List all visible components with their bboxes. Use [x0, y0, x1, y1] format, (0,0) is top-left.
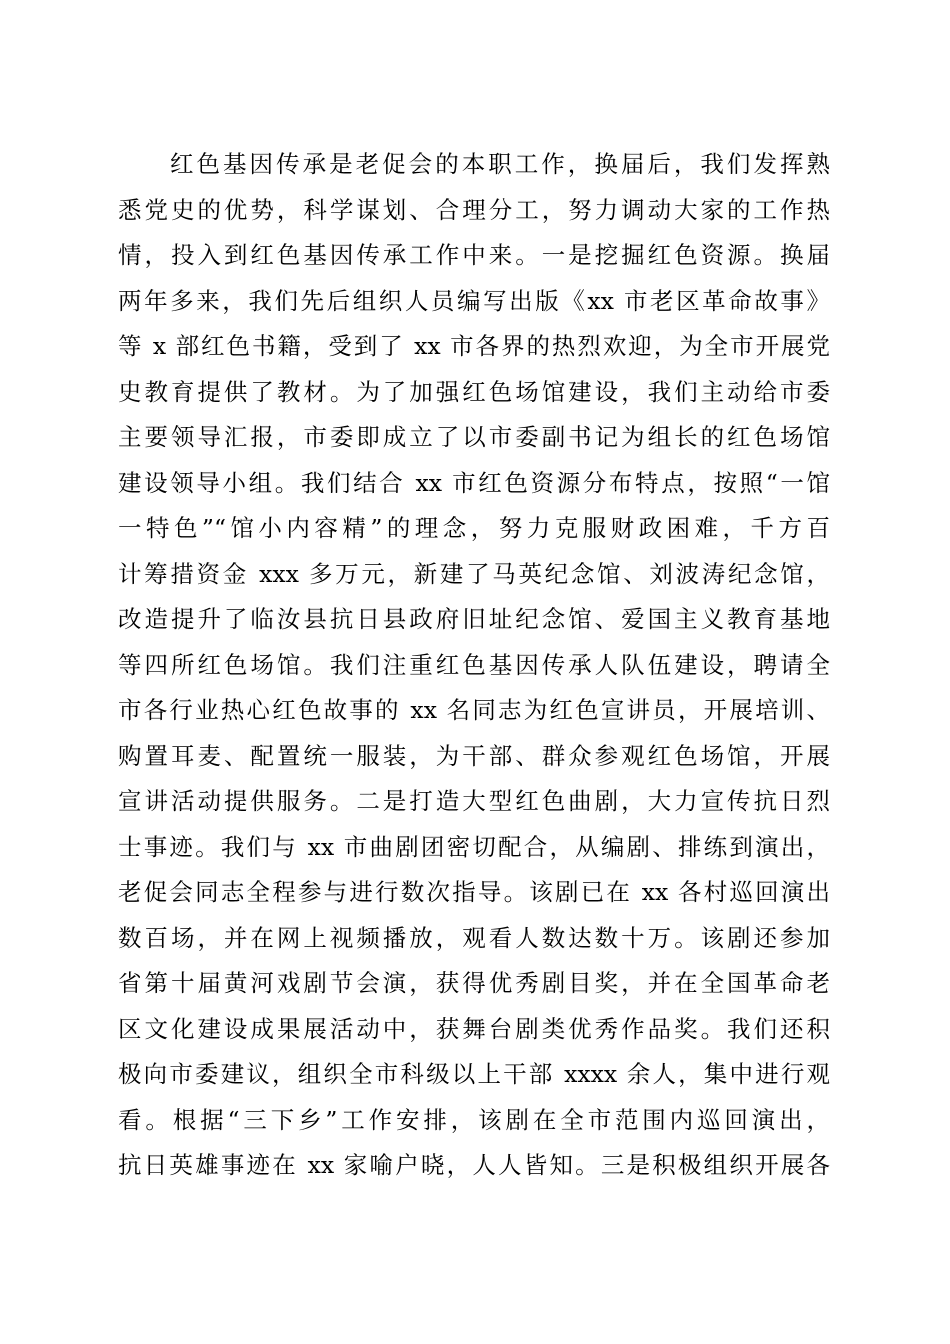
paragraph-line: 区文化建设成果展活动中，获舞台剧类优秀作品奖。我们还积: [118, 1014, 830, 1043]
paragraph-line: 情，投入到红色基因传承工作中来。一是挖掘红色资源。换届: [118, 241, 830, 269]
paragraph-line: 建设领导小组。我们结合 xx 市红色资源分布特点，按照“一馆: [118, 468, 830, 497]
paragraph-line: 看。根据“三下乡”工作安排，该剧在全市范围内巡回演出，: [118, 1105, 830, 1134]
paragraph-line: 老促会同志全程参与进行数次指导。该剧已在 xx 各村巡回演出: [118, 878, 830, 906]
paragraph-line: 一特色”“馆小内容精”的理念，努力克服财政困难，千方百: [118, 514, 830, 542]
paragraph-line: 抗日英雄事迹在 xx 家喻户晓，人人皆知。三是积极组织开展各: [118, 1151, 830, 1179]
paragraph-line: 市各行业热心红色故事的 xx 名同志为红色宣讲员，开展培训、: [118, 696, 830, 724]
paragraph-line: 士事迹。我们与 xx 市曲剧团密切配合，从编剧、排练到演出，: [118, 832, 830, 861]
paragraph-line: 史教育提供了教材。为了加强红色场馆建设，我们主动给市委: [118, 377, 830, 406]
paragraph-line: 红色基因传承是老促会的本职工作，换届后，我们发挥熟: [170, 150, 830, 178]
paragraph-line: 计筹措资金 xxx 多万元，新建了马英纪念馆、刘波涛纪念馆，: [118, 559, 830, 588]
paragraph-line: 等四所红色场馆。我们注重红色基因传承人队伍建设，聘请全: [118, 650, 830, 679]
paragraph-line: 极向市委建议，组织全市科级以上干部 xxxx 余人，集中进行观: [118, 1060, 830, 1088]
paragraph-line: 主要领导汇报，市委即成立了以市委副书记为组长的红色场馆: [118, 423, 830, 451]
paragraph-line: 改造提升了临汝县抗日县政府旧址纪念馆、爱国主义教育基地: [118, 605, 830, 633]
paragraph-line: 省第十届黄河戏剧节会演，获得优秀剧目奖，并在全国革命老: [118, 969, 830, 997]
paragraph-line: 数百场，并在网上视频播放，观看人数达数十万。该剧还参加: [118, 923, 830, 952]
paragraph-line: 悉党史的优势，科学谋划、合理分工，努力调动大家的工作热: [118, 195, 830, 224]
paragraph-line: 购置耳麦、配置统一服装，为干部、群众参观红色场馆，开展: [118, 741, 830, 770]
paragraph-line: 两年多来，我们先后组织人员编写出版《xx 市老区革命故事》: [118, 286, 830, 315]
paragraph-line: 宣讲活动提供服务。二是打造大型红色曲剧，大力宣传抗日烈: [118, 787, 830, 815]
paragraph-line: 等 x 部红色书籍，受到了 xx 市各界的热烈欢迎，为全市开展党: [118, 332, 830, 360]
body-paragraph: [118, 142, 830, 1189]
